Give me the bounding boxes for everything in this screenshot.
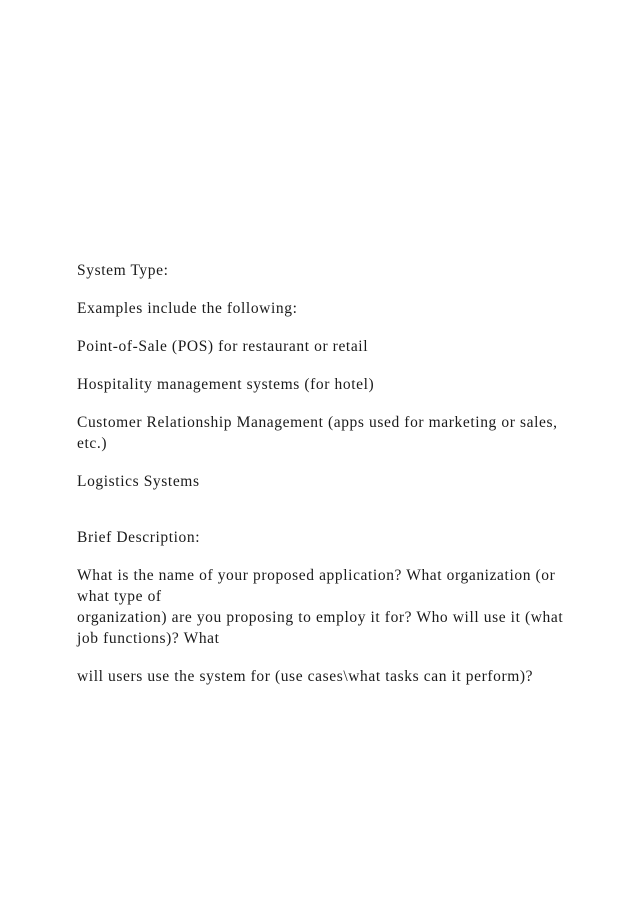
system-type-heading: System Type:	[77, 262, 169, 279]
examples-intro: Examples include the following:	[77, 300, 298, 317]
section-gap	[77, 509, 577, 527]
question-last: will users use the system for (use cases\what tasks can it perform)?	[77, 668, 534, 685]
document-body	[77, 260, 577, 704]
question-line-1: What is the name of your proposed application? What organization (or what type of	[77, 567, 556, 605]
question-paragraph	[77, 565, 577, 649]
example-item-hospitality: Hospitality management systems (for hotel)	[77, 376, 375, 393]
question-line-2: organization) are you proposing to employ it for? Who will use it (what job functions)? What	[77, 609, 564, 647]
example-item-crm: Customer Relationship Management (apps used for marketing or sales, etc.)	[77, 414, 558, 452]
brief-description-heading: Brief Description:	[77, 529, 201, 546]
example-item-logistics: Logistics Systems	[77, 473, 200, 490]
example-item-pos: Point-of-Sale (POS) for restaurant or retail	[77, 338, 369, 355]
